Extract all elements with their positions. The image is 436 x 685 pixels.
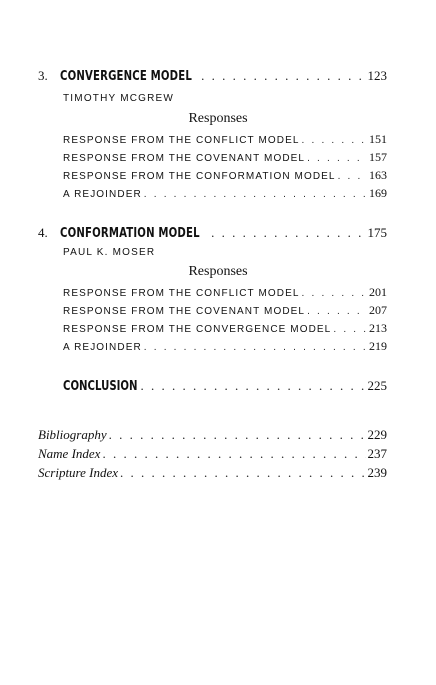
response-label: RESPONSE FROM THE CONFLICT MODEL xyxy=(63,135,300,146)
scripture-index-entry[interactable] xyxy=(38,465,387,481)
dot-leader xyxy=(144,342,367,353)
conclusion-entry[interactable] xyxy=(63,378,387,394)
response-entry[interactable] xyxy=(63,303,387,318)
response-label: RESPONSE FROM THE COVENANT MODEL xyxy=(63,153,306,164)
response-entry[interactable] xyxy=(63,150,387,165)
chapter-number: 3. xyxy=(38,68,48,83)
index-label: Scripture Index xyxy=(38,465,119,480)
chapter-title: CONVERGENCE MODEL xyxy=(60,69,192,84)
index-page-number: 237 xyxy=(367,446,387,461)
response-label: RESPONSE FROM THE COVENANT MODEL xyxy=(63,306,306,317)
index-page-number: 229 xyxy=(367,427,387,442)
chapter-page-number: 123 xyxy=(367,68,387,83)
dot-leader xyxy=(302,288,367,299)
response-entry[interactable] xyxy=(63,132,387,147)
response-page-number: 151 xyxy=(369,132,387,146)
dot-leader xyxy=(141,378,366,394)
response-page-number: 163 xyxy=(369,168,387,182)
dot-leader xyxy=(109,427,366,443)
response-label: RESPONSE FROM THE CONFORMATION MODEL xyxy=(63,171,336,182)
response-label: A REJOINDER xyxy=(63,189,142,200)
dot-leader xyxy=(102,446,365,462)
conclusion-title: CONCLUSION xyxy=(63,379,138,394)
chapter-page-number: 175 xyxy=(367,225,387,240)
response-label: A REJOINDER xyxy=(63,342,142,353)
response-entry[interactable] xyxy=(63,339,387,354)
response-page-number: 207 xyxy=(369,303,387,317)
response-entry[interactable] xyxy=(63,186,387,201)
response-page-number: 157 xyxy=(369,150,387,164)
responses-heading: Responses xyxy=(188,111,248,126)
response-entry[interactable] xyxy=(63,321,387,336)
chapter-author: TIMOTHY MCGREW xyxy=(63,93,175,104)
index-page-number: 239 xyxy=(367,465,387,480)
index-label: Name Index xyxy=(38,446,101,461)
dot-leader xyxy=(211,225,365,241)
response-page-number: 169 xyxy=(369,186,387,200)
dot-leader xyxy=(201,68,365,84)
dot-leader xyxy=(120,465,365,481)
response-entry[interactable] xyxy=(63,285,387,300)
response-label: RESPONSE FROM THE CONVERGENCE MODEL xyxy=(63,324,332,335)
responses-heading: Responses xyxy=(188,264,248,279)
chapter-3-entry[interactable] xyxy=(38,68,387,84)
bibliography-entry[interactable] xyxy=(38,427,387,443)
response-label: RESPONSE FROM THE CONFLICT MODEL xyxy=(63,288,300,299)
chapter-author: PAUL K. MOSER xyxy=(63,247,156,258)
name-index-entry[interactable] xyxy=(38,446,387,462)
dot-leader xyxy=(307,306,367,317)
dot-leader xyxy=(302,135,367,146)
chapter-4-entry[interactable] xyxy=(38,225,387,241)
response-page-number: 219 xyxy=(369,339,387,353)
response-page-number: 201 xyxy=(369,285,387,299)
response-entry[interactable] xyxy=(63,168,387,183)
chapter-number: 4. xyxy=(38,225,48,240)
chapter-title: CONFORMATION MODEL xyxy=(60,226,200,241)
dot-leader xyxy=(307,153,367,164)
dot-leader xyxy=(338,171,367,182)
index-label: Bibliography xyxy=(38,427,107,442)
response-page-number: 213 xyxy=(369,321,387,335)
conclusion-page-number: 225 xyxy=(367,378,387,393)
dot-leader xyxy=(333,324,367,335)
dot-leader xyxy=(144,189,367,200)
